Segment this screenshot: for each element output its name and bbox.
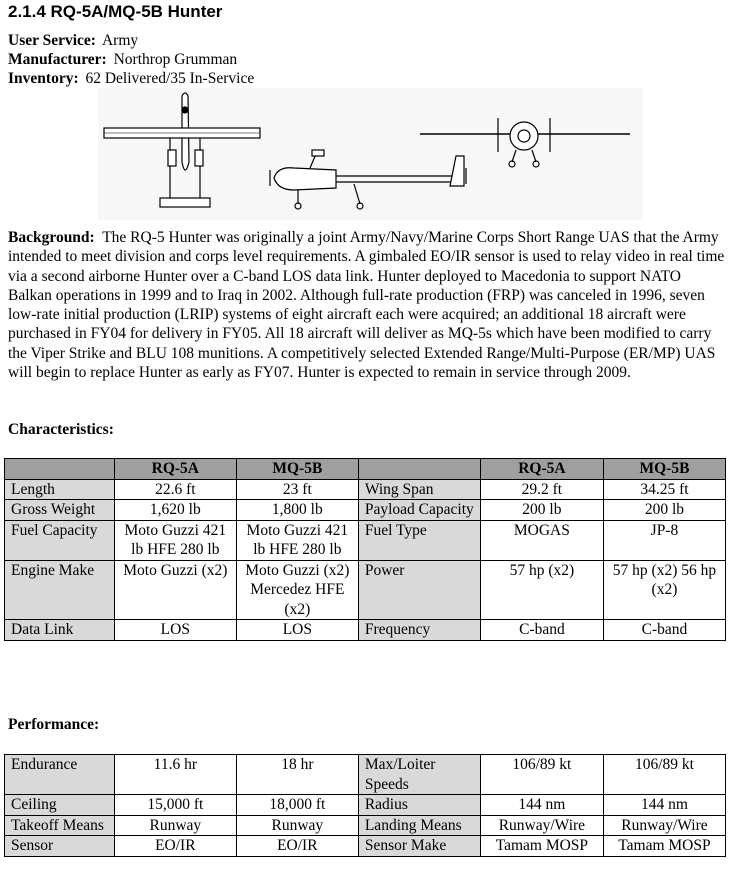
background-paragraph	[8, 228, 728, 382]
column-header	[5, 459, 115, 480]
table-cell: 1,620 lb	[114, 500, 236, 521]
performance-heading: Performance:	[8, 716, 100, 733]
table-cell: C-band	[603, 620, 725, 641]
table-cell: JP-8	[603, 520, 725, 560]
table-cell: Moto Guzzi 421 lb HFE 280 lb	[236, 520, 358, 560]
table-cell: 23 ft	[236, 479, 358, 500]
table-cell: Tamam MOSP	[603, 836, 725, 857]
table-cell: Tamam MOSP	[480, 836, 603, 857]
column-header: MQ-5B	[603, 459, 725, 480]
section-title: 2.1.4 RQ-5A/MQ-5B Hunter	[8, 2, 223, 21]
table-cell: Runway/Wire	[480, 815, 603, 836]
table-row	[5, 815, 726, 836]
meta-label: Manufacturer:	[8, 51, 107, 68]
row-label: Fuel Capacity	[5, 520, 115, 560]
row-label: Takeoff Means	[5, 815, 115, 836]
table-cell: 1,800 lb	[236, 500, 358, 521]
column-header	[358, 459, 480, 480]
table-cell: 57 hp (x2) 56 hp (x2)	[603, 560, 725, 620]
row-label: Radius	[358, 795, 480, 816]
row-label: Data Link	[5, 620, 115, 641]
table-cell: LOS	[236, 620, 358, 641]
table-cell: 144 nm	[480, 795, 603, 816]
table-cell: C-band	[480, 620, 603, 641]
table-cell: 34.25 ft	[603, 479, 725, 500]
row-label: Length	[5, 479, 115, 500]
table-cell: Moto Guzzi (x2)	[114, 560, 236, 620]
table-cell: Runway	[236, 815, 358, 836]
background-text: The RQ-5 Hunter was originally a joint Army/Navy/Marine Corps Short Range UAS that the Army intended to meet division and corps level requirements. A gimbaled EO/IR sensor is used to relay video in real time via a second airborne Hunter over a C-band LOS data link. Hunter deployed to Macedonia to support NATO Balkan operations in 1999 and to Iraq in 2002. Although full-rate production (FRP) was canceled in 1996, seven low-rate initial production (LRIP) systems of eight aircraft each were acquired; an additional 18 aircraft were purchased in FY04 for delivery in FY05. All 18 aircraft will deliver as MQ-5s which have been modified to carry the Viper Strike and BLU 108 munitions. A competitively selected Extended Range/Multi-Purpose (ER/MP) UAS will begin to replace Hunter as early as FY07. Hunter is expected to remain in service through 2009.	[8, 229, 725, 382]
row-label: Payload Capacity	[358, 500, 480, 521]
table-row	[5, 836, 726, 857]
row-label: Engine Make	[5, 560, 115, 620]
row-label: Sensor	[5, 836, 115, 857]
table-cell: Runway	[114, 815, 236, 836]
table-row	[5, 755, 726, 795]
column-header: RQ-5A	[480, 459, 603, 480]
table-cell: MOGAS	[480, 520, 603, 560]
meta-label: Inventory:	[8, 70, 79, 87]
table-cell: 15,000 ft	[114, 795, 236, 816]
table-cell: 106/89 kt	[480, 755, 603, 795]
table-cell: 18 hr	[236, 755, 358, 795]
table-cell: EO/IR	[236, 836, 358, 857]
meta-value: Northrop Grumman	[113, 51, 238, 68]
meta-value: 62 Delivered/35 In-Service	[85, 70, 255, 87]
table-cell: Moto Guzzi 421 lb HFE 280 lb	[114, 520, 236, 560]
table-header-row	[5, 459, 726, 480]
table-cell: 57 hp (x2)	[480, 560, 603, 620]
table-cell: 200 lb	[480, 500, 603, 521]
background-label: Background:	[8, 229, 95, 246]
table-row	[5, 520, 726, 560]
row-label: Power	[358, 560, 480, 620]
table-cell: 144 nm	[603, 795, 725, 816]
table-row	[5, 795, 726, 816]
table-cell: 200 lb	[603, 500, 725, 521]
meta-value: Army	[101, 32, 139, 49]
table-cell: 18,000 ft	[236, 795, 358, 816]
inventory-line	[8, 69, 254, 88]
table-row	[5, 500, 726, 521]
row-label: Max/Loiter Speeds	[358, 755, 480, 795]
row-label: Ceiling	[5, 795, 115, 816]
meta-label: User Service:	[8, 32, 96, 49]
table-row	[5, 620, 726, 641]
table-row	[5, 560, 726, 620]
row-label: Fuel Type	[358, 520, 480, 560]
column-header: RQ-5A	[114, 459, 236, 480]
row-label: Endurance	[5, 755, 115, 795]
table-cell: 106/89 kt	[603, 755, 725, 795]
table-cell: 11.6 hr	[114, 755, 236, 795]
table-cell: LOS	[114, 620, 236, 641]
table-cell: 29.2 ft	[480, 479, 603, 500]
row-label: Wing Span	[358, 479, 480, 500]
column-header: MQ-5B	[236, 459, 358, 480]
table-cell: 22.6 ft	[114, 479, 236, 500]
row-label: Frequency	[358, 620, 480, 641]
aircraft-three-view-drawing	[98, 88, 643, 220]
characteristics-table	[4, 458, 726, 641]
table-cell: Runway/Wire	[603, 815, 725, 836]
manufacturer-line	[8, 50, 237, 69]
performance-table	[4, 754, 726, 857]
table-cell: Moto Guzzi (x2) Mercedez HFE (x2)	[236, 560, 358, 620]
row-label: Sensor Make	[358, 836, 480, 857]
row-label: Landing Means	[358, 815, 480, 836]
row-label: Gross Weight	[5, 500, 115, 521]
user-service-line	[8, 31, 138, 50]
characteristics-heading: Characteristics:	[8, 421, 114, 438]
table-cell: EO/IR	[114, 836, 236, 857]
table-row	[5, 479, 726, 500]
